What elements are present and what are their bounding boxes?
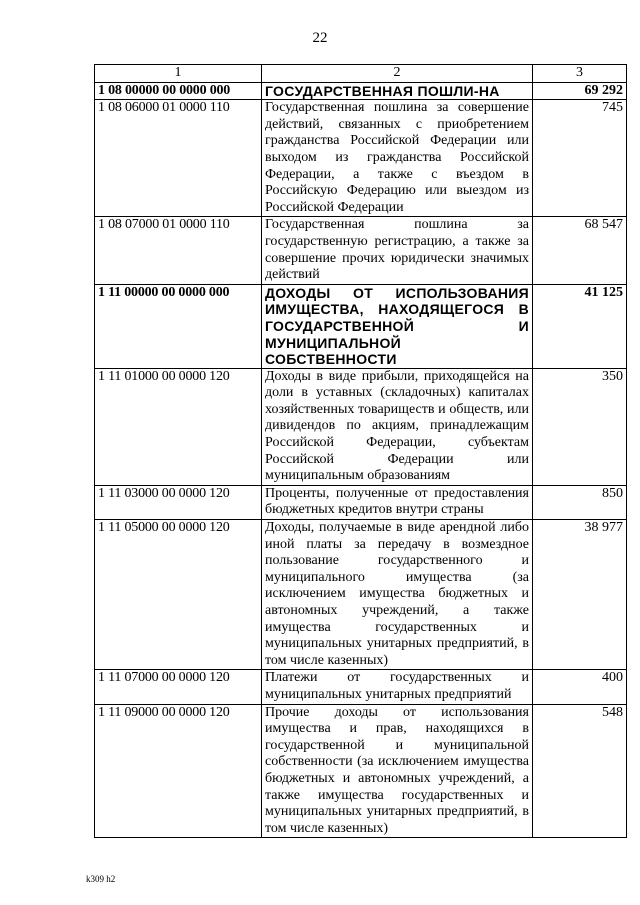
table-row: [95, 82, 627, 100]
budget-code: 1 11 01000 00 0000 120: [95, 368, 262, 485]
budget-code: 1 08 00000 00 0000 000: [95, 82, 262, 100]
page-number: 22: [312, 30, 328, 46]
revenue-description: ДОХОДЫ ОТ ИСПОЛЬЗОВАНИЯ ИМУЩЕСТВА, НАХОДЯЩЕГОСЯ В ГОСУДАРСТВЕННОЙ И МУНИЦИПАЛЬНОЙ СОБСТВЕННОСТИ: [262, 284, 533, 368]
revenue-description: Государственная пошлина за государственную регистрацию, а также за совершение прочих юридически значимых действий: [262, 217, 533, 284]
budget-code: 1 11 00000 00 0000 000: [95, 284, 262, 368]
revenue-amount: 850: [533, 485, 627, 519]
table-row: [95, 520, 627, 670]
revenue-description: Доходы, получаемые в виде арендной либо иной платы за передачу в возмездное пользование государственного и муниципального имущества (за исключением имущества бюджетных и автономных учреждений, а также имущества государственных и муниципальных унитарных предприятий, в том числе казенных): [262, 520, 533, 670]
revenue-description: Доходы в виде прибыли, приходящейся на доли в уставных (складочных) капиталах хозяйственных товариществ и обществ, или дивидендов по акциям, принадлежащим Российской Федерации, субъектам Российской Федерации или муниципальным образованиям: [262, 368, 533, 485]
table-row: [95, 485, 627, 519]
table-row: [95, 670, 627, 704]
document-footer-code: k309 h2: [86, 874, 116, 884]
table-row: [95, 368, 627, 485]
table-header-row: [95, 65, 627, 83]
revenue-description: Проценты, полученные от предоставления бюджетных кредитов внутри страны: [262, 485, 533, 519]
revenue-amount: 41 125: [533, 284, 627, 368]
revenue-amount: 350: [533, 368, 627, 485]
table-row: [95, 704, 627, 838]
budget-code: 1 11 09000 00 0000 120: [95, 704, 262, 838]
revenue-amount: 68 547: [533, 217, 627, 284]
revenue-amount: 38 977: [533, 520, 627, 670]
revenue-description: Государственная пошлина за совершение действий, связанных с приобретением гражданства Российской Федерации или выходом из гражданства Российской Федерации, а также с въездом в Российскую Федерацию или выездом из Российской Федерации: [262, 100, 533, 217]
revenue-amount: 548: [533, 704, 627, 838]
budget-table: [94, 64, 627, 838]
budget-code: 1 11 05000 00 0000 120: [95, 520, 262, 670]
revenue-amount: 69 292: [533, 82, 627, 100]
budget-code: 1 08 07000 01 0000 110: [95, 217, 262, 284]
table-row: [95, 284, 627, 368]
revenue-amount: 745: [533, 100, 627, 217]
column-header-3: 3: [533, 65, 627, 83]
table-row: [95, 217, 627, 284]
budget-code: 1 11 03000 00 0000 120: [95, 485, 262, 519]
table-row: [95, 100, 627, 217]
budget-code: 1 11 07000 00 0000 120: [95, 670, 262, 704]
revenue-description: ГОСУДАРСТВЕННАЯ ПОШЛИ-НА: [262, 82, 533, 100]
column-header-1: 1: [95, 65, 262, 83]
column-header-2: 2: [262, 65, 533, 83]
revenue-description: Прочие доходы от использования имущества и прав, находящихся в государственной и муниципальной собственности (за исключением имущества бюджетных и автономных учреждений, а также имущества государственных и муниципальных унитарных предприятий, в том числе казенных): [262, 704, 533, 838]
budget-code: 1 08 06000 01 0000 110: [95, 100, 262, 217]
revenue-amount: 400: [533, 670, 627, 704]
revenue-description: Платежи от государственных и муниципальных унитарных предприятий: [262, 670, 533, 704]
